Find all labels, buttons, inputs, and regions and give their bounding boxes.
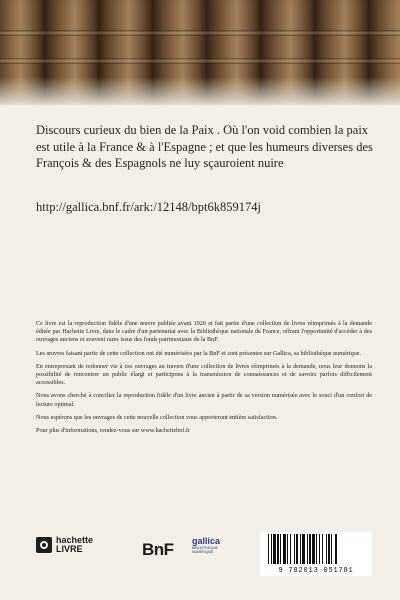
notice-paragraph: En entreprenant de redonner vie à ces ouvrages au travers d'une collection de livres réimprimés à la demande, nous leur donnons la possibilité de rencontrer un public élargi et participons à la transmission de connaissances et de savoirs parfois difficilement accessibles. [36,362,372,387]
isbn-number: 9 782013 051781 [278,567,354,575]
book-title: Discours curieux du bien de la Paix . Où l'on void combien la paix est utile à la France & à l'Espagne ; et que les humeurs diverses des François & des Espagnols ne luy sçauroient nuire [36,123,373,170]
notice-paragraph: Nous avons cherché à concilier la reproduction fidèle d'un livre ancien à partir de sa version numérisée avec le souci d'un confort de lecture optimal. [36,392,372,408]
bnf-logo: BnF [142,540,174,559]
isbn-barcode [260,532,372,576]
hachette-livre-logo [36,536,93,554]
livre-logo-text: LIVRE [56,544,83,554]
bookshelf-banner-image [0,0,400,105]
notice-paragraph: Ce livre est la reproduction fidèle d'une œuvre publiée avant 1920 et fait partie d'une collection de livres réimprimés à la demande éditée par Hachette Livre, dans le cadre d'un partenariat avec la Bibliothèque nationale de France, offrant l'opportunité d'accéder à des ouvrages anciens et souvent rares issus des fonds patrimoniaux de la BnF. [36,320,372,344]
barcode-icon [266,534,366,564]
gallica-url: http://gallica.bnf.fr/ark:/12148/bpt6k859174j [36,200,261,214]
notice-paragraph: Pour plus d'informations, rendez-vous sur www.hachettebnf.fr [36,427,190,435]
hachette-logo-icon [36,537,52,553]
gallica-logo [192,536,226,554]
collection-notice [36,320,372,440]
notice-paragraph: Nous espérons que les ouvrages de cette nouvelle collection vous apporteront entière satisfaction. [36,413,278,421]
gallica-logo-text: gallica [192,536,221,546]
hachette-logo-text: hachette [56,535,94,545]
notice-paragraph: Les œuvres faisant partie de cette collection ont été numérisées par la BnF et sont présentes sur Gallica, sa bibliothèque numérique. [36,349,362,357]
publisher-footer [36,532,372,576]
gallica-logo-subtitle: BIBLIOTHÈQUE NUMÉRIQUE [192,546,218,554]
